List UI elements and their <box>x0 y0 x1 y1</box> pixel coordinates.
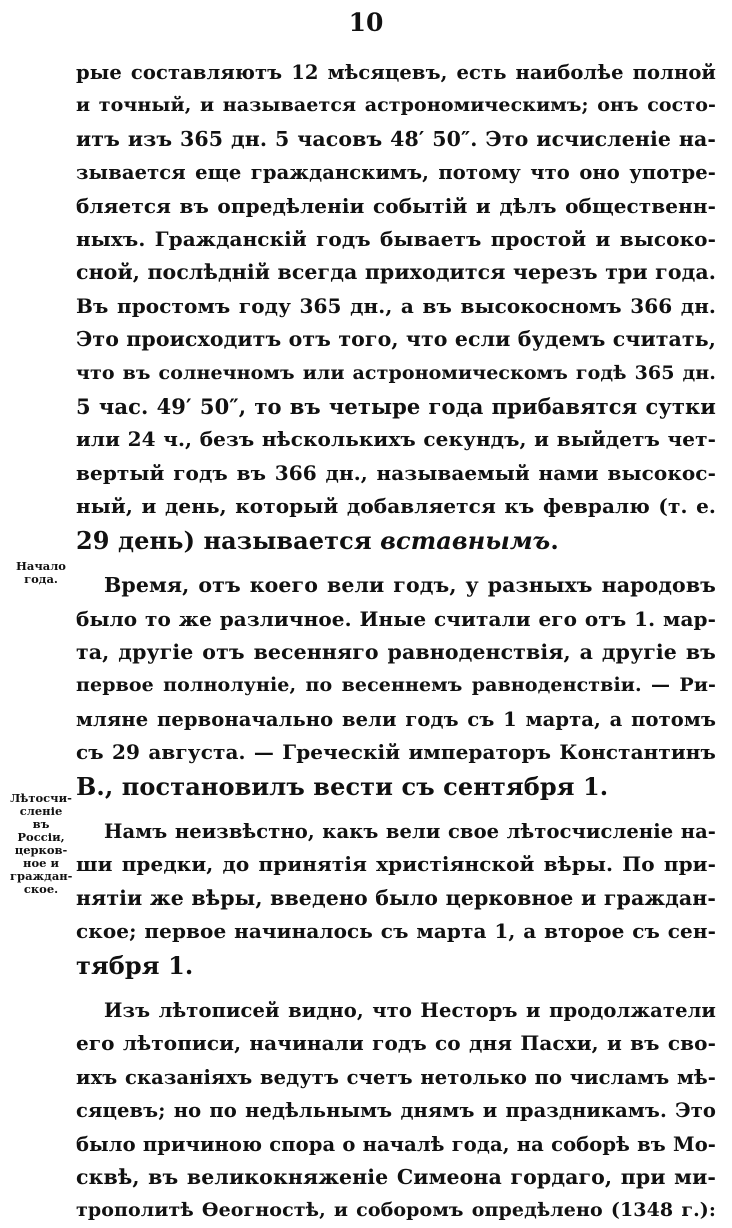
paragraph-chronology <box>76 815 716 848</box>
text-line: 5 час. 49′ 50″, то въ четыре года прибавятся сутки <box>76 394 716 420</box>
text-line: сяцевъ; но по недѣльнымъ днямъ и праздникамъ. Это <box>76 1099 716 1123</box>
text-line: вертый годъ въ 366 дн., называемый нами высокос- <box>76 460 716 485</box>
margin-note-chronology <box>10 792 72 896</box>
text-line: Время, отъ коего вели годъ, у разныхъ народовъ <box>104 573 716 598</box>
italic-term: вставнымъ <box>380 525 551 555</box>
text-line: было причиною спора о началѣ года, на соборѣ въ Мо- <box>76 1132 716 1156</box>
margin-note-line: церков- <box>14 843 68 857</box>
paragraph-chronicles-cont <box>76 1027 716 1227</box>
text-line: Это происходитъ отъ того, что если будемъ считать, <box>76 327 716 352</box>
margin-note-line: Начало <box>16 559 66 573</box>
margin-note-line: Россіи, <box>17 830 65 844</box>
body-text <box>76 56 716 1228</box>
text-line: итъ изъ 365 дн. 5 часовъ 48′ 50″. Это исчисленіе на- <box>76 126 716 151</box>
margin-note-line: ское. <box>23 882 59 896</box>
text-line: ихъ сказаніяхъ ведутъ счетъ нетолько по числамъ мѣ- <box>76 1065 716 1089</box>
text-line: зывается еще гражданскимъ, потому что оно употре- <box>76 161 716 185</box>
text-line: ный, и день, который добавляется къ февралю (т. е. <box>76 494 716 519</box>
text-line: сной, послѣдній всегда приходится черезъ три года. <box>76 260 716 285</box>
text-line: мляне первоначально вели годъ съ 1 марта, а потомъ <box>76 707 716 731</box>
text-line: та, другіе отъ весенняго равноденствія, а другіе въ <box>76 639 716 664</box>
margin-note-line: граждан- <box>10 869 73 883</box>
text-line: съ 29 августа. — Греческій императоръ Константинъ <box>76 740 716 765</box>
text-line-last: В., постановилъ вести съ сентября 1. <box>76 771 609 801</box>
text-line-last <box>76 524 716 557</box>
text-line: первое полнолуніе, по весеннемъ равноденствіи. — Ри- <box>76 674 716 697</box>
text-line: ши предки, до принятія христіянской вѣры. По при- <box>76 852 716 877</box>
paragraph-chronicles <box>76 994 716 1027</box>
margin-note-year-start <box>10 560 72 586</box>
text-line: сквѣ, въ великокняженіе Симеона гордаго, при ми- <box>76 1165 716 1189</box>
text-line: ское; первое начиналось съ марта 1, а второе съ сен- <box>76 919 716 944</box>
text-line: что въ солнечномъ или астрономическомъ годѣ 365 дн. <box>76 361 716 384</box>
text-line: трополитѣ Ѳеогностѣ, и соборомъ опредѣлено (1348 г.): <box>76 1199 716 1222</box>
text-line: и точный, и называется астрономическимъ; онъ состо- <box>76 94 716 117</box>
margin-note-line: ное и <box>23 856 59 870</box>
text-line: Изъ лѣтописей видно, что Несторъ и продолжатели <box>104 998 716 1022</box>
text-line: было то же различное. Иные считали его отъ 1. мар- <box>76 606 716 631</box>
text-line: или 24 ч., безъ нѣсколькихъ секундъ, и выйдетъ чет- <box>76 427 716 452</box>
page-number: 10 <box>348 8 384 37</box>
text-line: нятіи же вѣры, введено было церковное и граждан- <box>76 885 716 910</box>
text-line: ныхъ. Гражданскій годъ бываетъ простой и высоко- <box>76 227 716 252</box>
text-line: Въ простомъ году 365 дн., а въ высокосномъ 366 дн. <box>76 293 716 318</box>
text-fragment: 29 день) называется <box>76 525 381 555</box>
margin-note-line: года. <box>24 572 58 586</box>
paragraph-year-start-cont <box>76 603 716 803</box>
text-fragment: . <box>550 525 559 555</box>
margin-note-line: сленіе въ <box>19 804 63 831</box>
text-line: рые составляютъ 12 мѣсяцевъ, есть наиболѣе полной <box>76 61 716 84</box>
paragraph-chronology-cont <box>76 848 716 982</box>
paragraph-year-start <box>76 569 716 602</box>
text-line: его лѣтописи, начинали годъ со дня Пасхи, и въ сво- <box>76 1031 716 1056</box>
text-line-last: тября 1. <box>76 950 194 980</box>
margin-note-line: Лѣтосчи- <box>10 791 72 805</box>
paragraph-calendar-year <box>76 56 716 557</box>
text-line: Намъ неизвѣстно, какъ вели свое лѣтосчисленіе на- <box>104 819 716 843</box>
text-line: бляется въ опредѣленіи событій и дѣлъ общественн- <box>76 193 716 218</box>
